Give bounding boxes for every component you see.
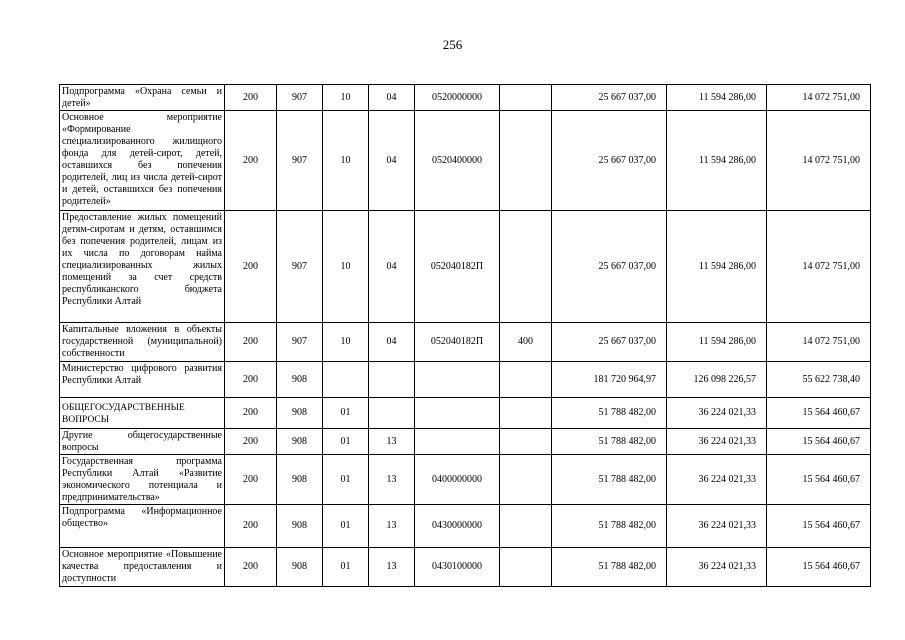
cell-v3: 15 564 460,67 — [767, 455, 871, 505]
cell-v1: 25 667 037,00 — [552, 111, 667, 211]
cell-c4: 04 — [369, 211, 415, 323]
cell-v1: 51 788 482,00 — [552, 455, 667, 505]
cell-c6 — [500, 548, 552, 587]
cell-c1: 200 — [225, 323, 277, 362]
cell-c6 — [500, 505, 552, 548]
cell-v3: 14 072 751,00 — [767, 111, 871, 211]
cell-c5: 0430000000 — [415, 505, 500, 548]
cell-c6 — [500, 111, 552, 211]
table-row — [60, 505, 871, 548]
cell-v2: 36 224 021,33 — [667, 505, 767, 548]
cell-c1: 200 — [225, 455, 277, 505]
row-name: Государственная программа Республики Алтай «Развитие экономического потенциала и предпринимательства» — [60, 455, 225, 505]
table-row — [60, 398, 871, 429]
row-name: Подпрограмма «Охрана семьи и детей» — [60, 85, 225, 111]
row-name: Другие общегосударственные вопросы — [60, 429, 225, 455]
cell-c6 — [500, 362, 552, 398]
cell-c3: 10 — [323, 85, 369, 111]
row-name: Капитальные вложения в объекты государственной (муниципальной) собственности — [60, 323, 225, 362]
cell-v1: 51 788 482,00 — [552, 398, 667, 429]
cell-v1: 25 667 037,00 — [552, 85, 667, 111]
row-name: Подпрограмма «Информационное общество» — [60, 505, 225, 548]
cell-v3: 15 564 460,67 — [767, 429, 871, 455]
row-name: ОБЩЕГОСУДАРСТВЕННЫЕ ВОПРОСЫ — [60, 398, 225, 429]
cell-c1: 200 — [225, 398, 277, 429]
cell-c1: 200 — [225, 211, 277, 323]
cell-c1: 200 — [225, 85, 277, 111]
cell-c1: 200 — [225, 548, 277, 587]
cell-v1: 51 788 482,00 — [552, 548, 667, 587]
cell-v3: 14 072 751,00 — [767, 211, 871, 323]
cell-c2: 908 — [277, 429, 323, 455]
cell-c5: 0520000000 — [415, 85, 500, 111]
cell-c6 — [500, 211, 552, 323]
cell-v2: 36 224 021,33 — [667, 548, 767, 587]
cell-c6 — [500, 398, 552, 429]
cell-c5: 052040182П — [415, 323, 500, 362]
cell-c6 — [500, 429, 552, 455]
cell-c2: 907 — [277, 111, 323, 211]
table-row — [60, 362, 871, 398]
cell-v1: 51 788 482,00 — [552, 505, 667, 548]
cell-v1: 25 667 037,00 — [552, 323, 667, 362]
cell-c4: 04 — [369, 323, 415, 362]
cell-c5 — [415, 362, 500, 398]
cell-c3: 01 — [323, 455, 369, 505]
cell-v2: 11 594 286,00 — [667, 211, 767, 323]
cell-v2: 36 224 021,33 — [667, 455, 767, 505]
cell-c5 — [415, 429, 500, 455]
cell-c4: 04 — [369, 111, 415, 211]
cell-c1: 200 — [225, 111, 277, 211]
cell-c4: 13 — [369, 548, 415, 587]
cell-c4: 13 — [369, 429, 415, 455]
cell-v1: 181 720 964,97 — [552, 362, 667, 398]
table-row — [60, 323, 871, 362]
cell-v2: 126 098 226,57 — [667, 362, 767, 398]
cell-c2: 907 — [277, 323, 323, 362]
cell-v1: 51 788 482,00 — [552, 429, 667, 455]
cell-v3: 14 072 751,00 — [767, 323, 871, 362]
cell-c5: 0400000000 — [415, 455, 500, 505]
table-row — [60, 211, 871, 323]
cell-c2: 908 — [277, 362, 323, 398]
cell-v3: 14 072 751,00 — [767, 85, 871, 111]
cell-v3: 15 564 460,67 — [767, 505, 871, 548]
cell-v3: 15 564 460,67 — [767, 548, 871, 587]
cell-v2: 11 594 286,00 — [667, 323, 767, 362]
cell-c5: 052040182П — [415, 211, 500, 323]
cell-c4 — [369, 362, 415, 398]
cell-c1: 200 — [225, 429, 277, 455]
cell-c2: 908 — [277, 548, 323, 587]
table-row — [60, 429, 871, 455]
cell-v2: 36 224 021,33 — [667, 398, 767, 429]
cell-c3 — [323, 362, 369, 398]
cell-c5: 0520400000 — [415, 111, 500, 211]
cell-c4: 13 — [369, 505, 415, 548]
cell-c4: 13 — [369, 455, 415, 505]
cell-v2: 11 594 286,00 — [667, 111, 767, 211]
cell-v3: 55 622 738,40 — [767, 362, 871, 398]
row-name: Министерство цифрового развития Республики Алтай — [60, 362, 225, 398]
cell-c3: 01 — [323, 548, 369, 587]
cell-c2: 907 — [277, 85, 323, 111]
cell-c5: 0430100000 — [415, 548, 500, 587]
cell-c2: 908 — [277, 455, 323, 505]
cell-c3: 01 — [323, 429, 369, 455]
cell-v2: 11 594 286,00 — [667, 85, 767, 111]
cell-c2: 908 — [277, 398, 323, 429]
cell-c6 — [500, 455, 552, 505]
row-name: Основное мероприятие «Повышение качества предоставления и доступности — [60, 548, 225, 587]
table-row — [60, 85, 871, 111]
row-name: Основное мероприятие «Формирование специализированного жилищного фонда для детей-сирот, детей, оставшихся без попечения родителей, лиц из числа детей-сирот и детей, оставшихся без попечения родителей» — [60, 111, 225, 211]
budget-table — [59, 84, 871, 587]
cell-c4 — [369, 398, 415, 429]
cell-c3: 10 — [323, 211, 369, 323]
row-name: Предоставление жилых помещений детям-сиротам и детям, оставшимся без попечения родителей, лицам из их числа по договорам найма специализированных жилых помещений за счет средств республиканского бюджета Республики Алтай — [60, 211, 225, 323]
cell-c2: 907 — [277, 211, 323, 323]
cell-c3: 10 — [323, 323, 369, 362]
table-row — [60, 548, 871, 587]
table-row — [60, 111, 871, 211]
cell-c1: 200 — [225, 362, 277, 398]
cell-c4: 04 — [369, 85, 415, 111]
cell-c5 — [415, 398, 500, 429]
cell-c3: 01 — [323, 505, 369, 548]
cell-c1: 200 — [225, 505, 277, 548]
table-row — [60, 455, 871, 505]
page-number: 256 — [442, 37, 463, 52]
cell-c3: 01 — [323, 398, 369, 429]
cell-c6: 400 — [500, 323, 552, 362]
cell-c6 — [500, 85, 552, 111]
cell-c2: 908 — [277, 505, 323, 548]
cell-c3: 10 — [323, 111, 369, 211]
cell-v3: 15 564 460,67 — [767, 398, 871, 429]
cell-v1: 25 667 037,00 — [552, 211, 667, 323]
cell-v2: 36 224 021,33 — [667, 429, 767, 455]
